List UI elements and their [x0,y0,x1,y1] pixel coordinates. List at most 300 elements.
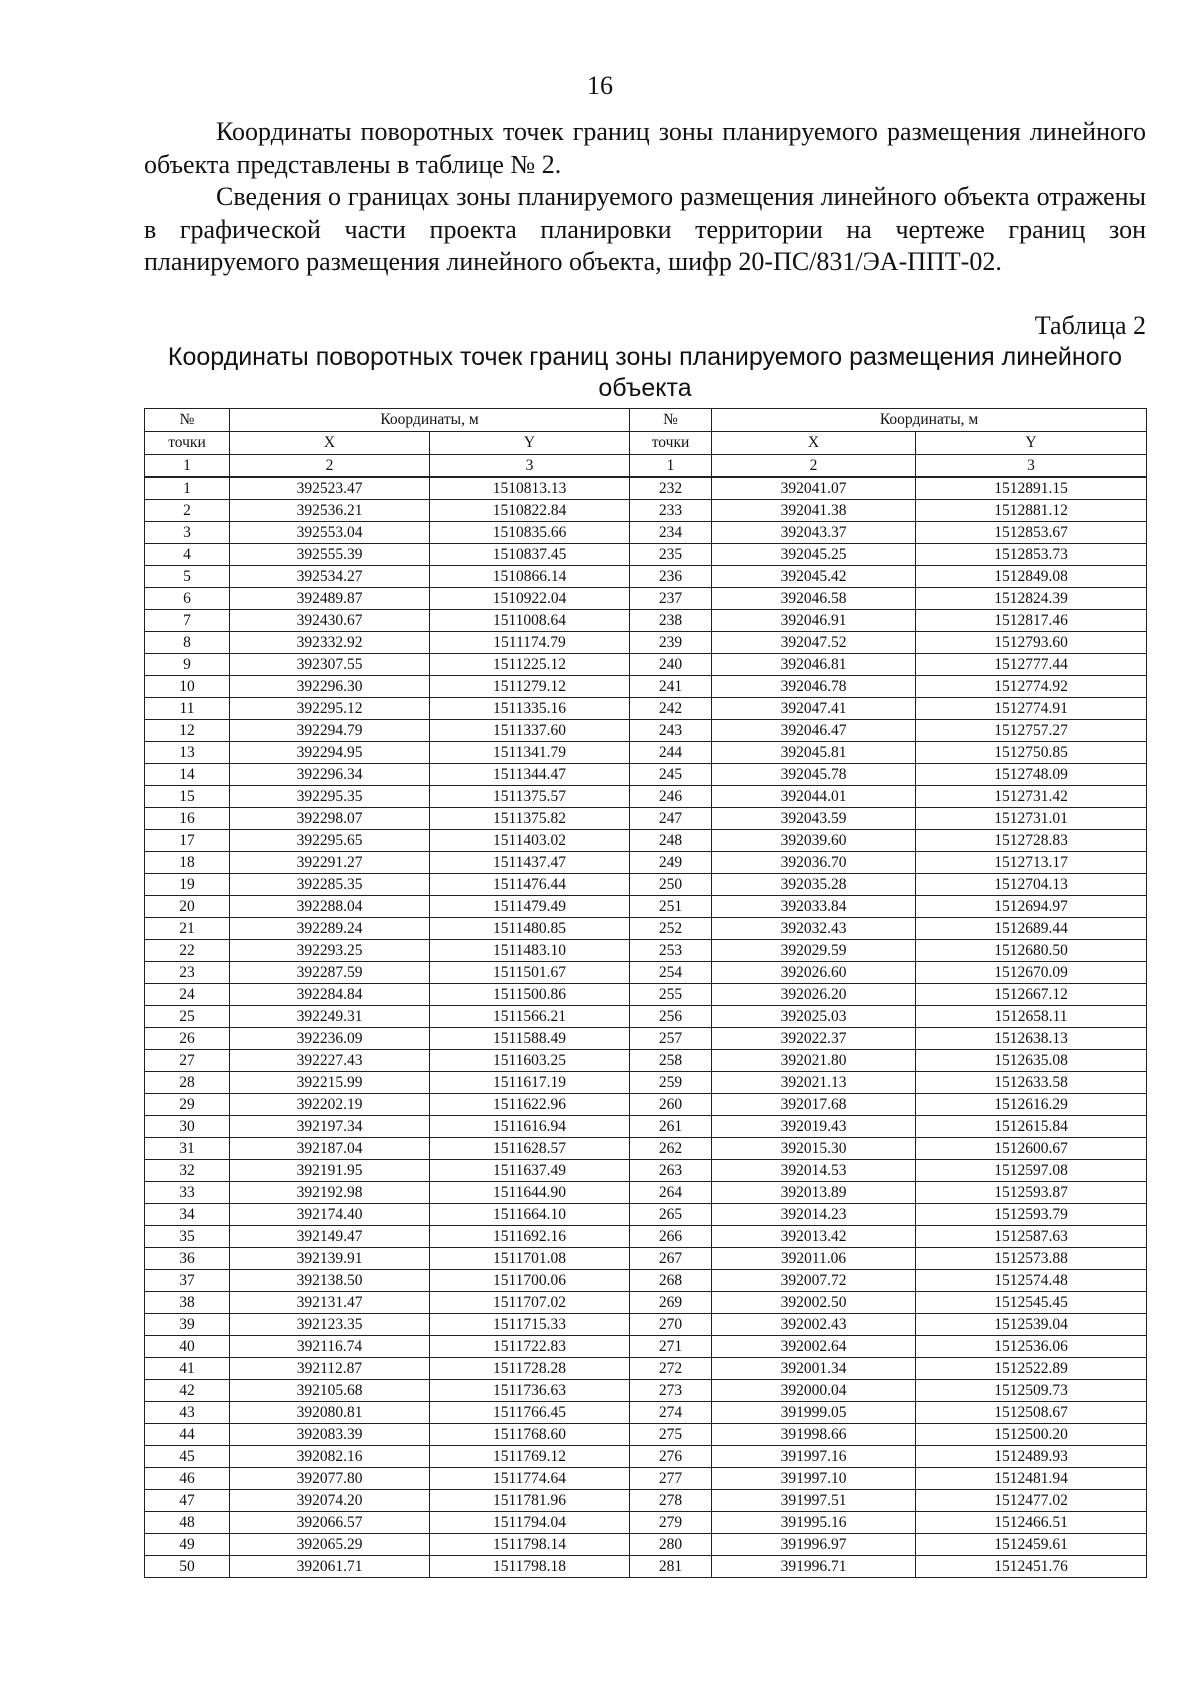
cell-y-left: 1511500.86 [430,984,630,1006]
cell-x-right: 391997.10 [712,1468,916,1490]
paragraph-1-text: Координаты поворотных точек границ зоны планируемого размещения линейного объекта представлены в таблице № 2. [144,117,1146,179]
table-row [145,500,1147,522]
cell-y-left: 1511781.96 [430,1490,630,1512]
cell-y-right: 1512774.92 [916,676,1147,698]
cell-y-left: 1511480.85 [430,918,630,940]
cell-point-number-right: 280 [630,1534,712,1556]
cell-y-right: 1512536.06 [916,1336,1147,1358]
column-number: 1 [630,455,712,478]
cell-y-right: 1512680.50 [916,940,1147,962]
cell-x-right: 392032.43 [712,918,916,940]
cell-x-left: 392131.47 [230,1292,430,1314]
cell-x-left: 392287.59 [230,962,430,984]
cell-y-left: 1511617.19 [430,1072,630,1094]
cell-point-number-left: 2 [145,500,230,522]
cell-y-left: 1511628.57 [430,1138,630,1160]
table-row [145,1116,1147,1138]
cell-point-number-right: 242 [630,698,712,720]
table-row [145,1072,1147,1094]
cell-y-left: 1511616.94 [430,1116,630,1138]
table-row [145,698,1147,720]
cell-y-left: 1511174.79 [430,632,630,654]
cell-x-right: 392047.52 [712,632,916,654]
cell-y-left: 1511701.08 [430,1248,630,1270]
table-row [145,1468,1147,1490]
cell-y-right: 1512891.15 [916,477,1147,500]
table-row [145,1226,1147,1248]
cell-point-number-right: 253 [630,940,712,962]
cell-x-left: 392523.47 [230,477,430,500]
cell-x-left: 392534.27 [230,566,430,588]
cell-x-right: 392013.89 [712,1182,916,1204]
cell-y-right: 1512587.63 [916,1226,1147,1248]
cell-x-right: 392043.37 [712,522,916,544]
cell-point-number-right: 257 [630,1028,712,1050]
cell-y-left: 1511008.64 [430,610,630,632]
cell-y-left: 1511279.12 [430,676,630,698]
cell-point-number-right: 274 [630,1402,712,1424]
cell-y-left: 1511692.16 [430,1226,630,1248]
table-row [145,1204,1147,1226]
table-header-row-2 [145,432,1147,455]
table-row [145,1160,1147,1182]
cell-y-right: 1512777.44 [916,654,1147,676]
cell-point-number-right: 247 [630,808,712,830]
cell-point-number-right: 261 [630,1116,712,1138]
table-row [145,808,1147,830]
cell-x-right: 392013.42 [712,1226,916,1248]
cell-point-number-right: 248 [630,830,712,852]
cell-y-right: 1512817.46 [916,610,1147,632]
cell-y-left: 1511335.16 [430,698,630,720]
cell-y-left: 1511768.60 [430,1424,630,1446]
header-y-left: Y [430,432,630,455]
cell-point-number-right: 259 [630,1072,712,1094]
cell-x-left: 392082.16 [230,1446,430,1468]
header-x-left: X [230,432,430,455]
cell-y-right: 1512731.01 [916,808,1147,830]
cell-x-left: 392123.35 [230,1314,430,1336]
table-row [145,1094,1147,1116]
table-row [145,962,1147,984]
table-row [145,896,1147,918]
cell-y-left: 1511700.06 [430,1270,630,1292]
cell-x-right: 392046.58 [712,588,916,610]
header-coordinates-right: Координаты, м [712,409,1147,432]
cell-y-left: 1511722.83 [430,1336,630,1358]
cell-x-left: 392077.80 [230,1468,430,1490]
cell-x-right: 392002.50 [712,1292,916,1314]
cell-point-number-left: 30 [145,1116,230,1138]
cell-point-number-right: 267 [630,1248,712,1270]
cell-x-right: 391996.97 [712,1534,916,1556]
table-row [145,742,1147,764]
cell-y-right: 1512689.44 [916,918,1147,940]
table-row [145,1006,1147,1028]
cell-x-right: 392015.30 [712,1138,916,1160]
cell-y-right: 1512616.29 [916,1094,1147,1116]
cell-y-right: 1512774.91 [916,698,1147,720]
table-row [145,830,1147,852]
cell-point-number-right: 251 [630,896,712,918]
cell-point-number-right: 234 [630,522,712,544]
table-row [145,1512,1147,1534]
cell-x-left: 392296.34 [230,764,430,786]
table-row [145,588,1147,610]
cell-x-left: 392197.34 [230,1116,430,1138]
table-row [145,1490,1147,1512]
cell-x-right: 392001.34 [712,1358,916,1380]
header-point-number-bottom: точки [145,432,230,455]
cell-y-left: 1511483.10 [430,940,630,962]
cell-point-number-right: 240 [630,654,712,676]
cell-point-number-left: 33 [145,1182,230,1204]
cell-y-left: 1511225.12 [430,654,630,676]
cell-point-number-right: 263 [630,1160,712,1182]
table-row [145,1556,1147,1578]
cell-x-left: 392555.39 [230,544,430,566]
table-header-row-1 [145,409,1147,432]
cell-y-left: 1511344.47 [430,764,630,786]
cell-y-left: 1511403.02 [430,830,630,852]
cell-x-left: 392112.87 [230,1358,430,1380]
cell-x-right: 392025.03 [712,1006,916,1028]
table-row [145,1050,1147,1072]
cell-x-left: 392192.98 [230,1182,430,1204]
cell-y-right: 1512757.27 [916,720,1147,742]
cell-x-left: 392298.07 [230,808,430,830]
cell-y-right: 1512489.93 [916,1446,1147,1468]
cell-point-number-left: 10 [145,676,230,698]
cell-y-left: 1510813.13 [430,477,630,500]
cell-point-number-right: 233 [630,500,712,522]
cell-point-number-left: 43 [145,1402,230,1424]
cell-point-number-right: 279 [630,1512,712,1534]
cell-y-left: 1511766.45 [430,1402,630,1424]
cell-x-right: 392044.01 [712,786,916,808]
cell-point-number-left: 50 [145,1556,230,1578]
cell-point-number-left: 32 [145,1160,230,1182]
cell-point-number-left: 46 [145,1468,230,1490]
cell-x-right: 392046.81 [712,654,916,676]
cell-x-left: 392187.04 [230,1138,430,1160]
table-row [145,786,1147,808]
cell-point-number-left: 1 [145,477,230,500]
cell-point-number-right: 245 [630,764,712,786]
table-label: Таблица 2 [1034,311,1146,340]
cell-x-right: 392021.80 [712,1050,916,1072]
cell-point-number-right: 277 [630,1468,712,1490]
table-row [145,1138,1147,1160]
table-row [145,1424,1147,1446]
table-row [145,544,1147,566]
table-row [145,1402,1147,1424]
cell-point-number-left: 47 [145,1490,230,1512]
cell-point-number-left: 12 [145,720,230,742]
column-number: 3 [430,455,630,478]
table-row [145,1292,1147,1314]
cell-x-right: 391998.66 [712,1424,916,1446]
cell-point-number-left: 4 [145,544,230,566]
cell-x-right: 392000.04 [712,1380,916,1402]
table-row [145,940,1147,962]
header-point-number-top-right: № [630,409,712,432]
cell-x-left: 392249.31 [230,1006,430,1028]
cell-x-right: 392041.38 [712,500,916,522]
cell-x-left: 392295.35 [230,786,430,808]
cell-x-right: 392014.23 [712,1204,916,1226]
cell-x-right: 392035.28 [712,874,916,896]
cell-x-left: 392139.91 [230,1248,430,1270]
cell-y-right: 1512853.73 [916,544,1147,566]
cell-point-number-left: 48 [145,1512,230,1534]
cell-point-number-right: 239 [630,632,712,654]
cell-y-left: 1510835.66 [430,522,630,544]
cell-point-number-right: 275 [630,1424,712,1446]
cell-y-right: 1512670.09 [916,962,1147,984]
cell-point-number-left: 14 [145,764,230,786]
cell-y-left: 1511375.82 [430,808,630,830]
cell-point-number-left: 36 [145,1248,230,1270]
table-row [145,1358,1147,1380]
cell-x-right: 391995.16 [712,1512,916,1534]
cell-x-right: 392046.78 [712,676,916,698]
cell-point-number-left: 6 [145,588,230,610]
cell-y-left: 1511798.18 [430,1556,630,1578]
cell-y-left: 1511644.90 [430,1182,630,1204]
cell-x-left: 392236.09 [230,1028,430,1050]
cell-y-left: 1510837.45 [430,544,630,566]
column-number-row [145,455,1147,478]
cell-y-right: 1512600.67 [916,1138,1147,1160]
cell-x-left: 392074.20 [230,1490,430,1512]
header-point-number-bottom-right: точки [630,432,712,455]
cell-point-number-left: 25 [145,1006,230,1028]
cell-y-right: 1512704.13 [916,874,1147,896]
cell-y-left: 1511479.49 [430,896,630,918]
cell-x-left: 392307.55 [230,654,430,676]
cell-y-right: 1512477.02 [916,1490,1147,1512]
cell-point-number-right: 266 [630,1226,712,1248]
cell-x-left: 392066.57 [230,1512,430,1534]
cell-x-right: 392039.60 [712,830,916,852]
cell-point-number-left: 17 [145,830,230,852]
header-x-right: X [712,432,916,455]
table-row [145,1028,1147,1050]
cell-y-right: 1512573.88 [916,1248,1147,1270]
cell-x-left: 392293.25 [230,940,430,962]
paragraph-2-text: Сведения о границах зоны планируемого размещения линейного объекта отражены в графической части проекта планировки территории на чертеже границ зон планируемого размещения линейного объекта, шифр 20-ПС/831/ЭА-ППТ-02. [144,182,1146,276]
cell-y-right: 1512713.17 [916,852,1147,874]
cell-x-right: 392029.59 [712,940,916,962]
table-row [145,632,1147,654]
cell-point-number-right: 270 [630,1314,712,1336]
cell-x-right: 392043.59 [712,808,916,830]
cell-y-right: 1512694.97 [916,896,1147,918]
cell-point-number-right: 255 [630,984,712,1006]
cell-point-number-left: 45 [145,1446,230,1468]
cell-y-left: 1511588.49 [430,1028,630,1050]
cell-x-right: 391999.05 [712,1402,916,1424]
header-y-right: Y [916,432,1147,455]
cell-x-left: 392215.99 [230,1072,430,1094]
cell-x-right: 391997.51 [712,1490,916,1512]
cell-y-left: 1511728.28 [430,1358,630,1380]
table-row [145,610,1147,632]
cell-y-right: 1512509.73 [916,1380,1147,1402]
column-number: 1 [145,455,230,478]
cell-point-number-left: 9 [145,654,230,676]
cell-x-left: 392083.39 [230,1424,430,1446]
cell-point-number-left: 13 [145,742,230,764]
table-row [145,1270,1147,1292]
cell-y-right: 1512466.51 [916,1512,1147,1534]
cell-point-number-left: 27 [145,1050,230,1072]
cell-y-left: 1511794.04 [430,1512,630,1534]
cell-x-left: 392332.92 [230,632,430,654]
cell-x-right: 392045.78 [712,764,916,786]
cell-x-left: 392065.29 [230,1534,430,1556]
cell-x-left: 392149.47 [230,1226,430,1248]
cell-y-left: 1511774.64 [430,1468,630,1490]
cell-point-number-right: 268 [630,1270,712,1292]
cell-point-number-left: 49 [145,1534,230,1556]
cell-x-left: 392296.30 [230,676,430,698]
cell-x-left: 392080.81 [230,1402,430,1424]
cell-x-right: 392026.20 [712,984,916,1006]
cell-x-left: 392105.68 [230,1380,430,1402]
cell-y-left: 1511476.44 [430,874,630,896]
cell-point-number-left: 41 [145,1358,230,1380]
table-row [145,522,1147,544]
table-row [145,852,1147,874]
cell-point-number-right: 273 [630,1380,712,1402]
cell-x-right: 392002.43 [712,1314,916,1336]
table-row [145,1182,1147,1204]
table-body [145,477,1147,1578]
cell-point-number-left: 7 [145,610,230,632]
cell-x-left: 392295.65 [230,830,430,852]
table-row [145,720,1147,742]
cell-x-right: 392002.64 [712,1336,916,1358]
paragraph-2 [144,181,1146,279]
cell-x-right: 392046.47 [712,720,916,742]
cell-y-right: 1512593.79 [916,1204,1147,1226]
cell-point-number-left: 35 [145,1226,230,1248]
cell-x-right: 392021.13 [712,1072,916,1094]
cell-point-number-right: 264 [630,1182,712,1204]
cell-point-number-right: 238 [630,610,712,632]
cell-x-left: 392295.12 [230,698,430,720]
cell-x-right: 392007.72 [712,1270,916,1292]
cell-point-number-left: 3 [145,522,230,544]
cell-y-left: 1511707.02 [430,1292,630,1314]
cell-point-number-left: 16 [145,808,230,830]
cell-x-left: 392289.24 [230,918,430,940]
table-row [145,918,1147,940]
cell-y-left: 1511664.10 [430,1204,630,1226]
cell-point-number-left: 8 [145,632,230,654]
cell-x-right: 392011.06 [712,1248,916,1270]
table-row [145,654,1147,676]
cell-y-right: 1512481.94 [916,1468,1147,1490]
cell-y-right: 1512459.61 [916,1534,1147,1556]
cell-point-number-right: 235 [630,544,712,566]
cell-y-right: 1512539.04 [916,1314,1147,1336]
cell-point-number-left: 23 [145,962,230,984]
cell-x-right: 392017.68 [712,1094,916,1116]
table-title: Координаты поворотных точек границ зоны планируемого размещения линейного объекта [167,343,1123,402]
cell-y-right: 1512635.08 [916,1050,1147,1072]
cell-point-number-right: 272 [630,1358,712,1380]
header-point-number-top: № [145,409,230,432]
cell-x-left: 392536.21 [230,500,430,522]
table-row [145,1336,1147,1358]
cell-x-left: 392138.50 [230,1270,430,1292]
coordinates-table [144,408,1147,1578]
cell-point-number-left: 39 [145,1314,230,1336]
cell-y-right: 1512853.67 [916,522,1147,544]
table-row [145,984,1147,1006]
cell-y-left: 1511501.67 [430,962,630,984]
column-number: 2 [230,455,430,478]
cell-x-right: 392041.07 [712,477,916,500]
cell-x-left: 392116.74 [230,1336,430,1358]
cell-point-number-right: 244 [630,742,712,764]
cell-x-left: 392291.27 [230,852,430,874]
cell-y-left: 1510922.04 [430,588,630,610]
cell-point-number-left: 5 [145,566,230,588]
cell-y-right: 1512881.12 [916,500,1147,522]
cell-point-number-right: 237 [630,588,712,610]
cell-point-number-right: 281 [630,1556,712,1578]
cell-x-right: 392045.42 [712,566,916,588]
cell-x-right: 392019.43 [712,1116,916,1138]
cell-point-number-left: 11 [145,698,230,720]
cell-point-number-left: 40 [145,1336,230,1358]
cell-y-right: 1512500.20 [916,1424,1147,1446]
cell-y-right: 1512574.48 [916,1270,1147,1292]
cell-y-right: 1512667.12 [916,984,1147,1006]
cell-y-left: 1511715.33 [430,1314,630,1336]
cell-y-right: 1512597.08 [916,1160,1147,1182]
cell-point-number-right: 276 [630,1446,712,1468]
cell-y-left: 1511337.60 [430,720,630,742]
cell-point-number-left: 29 [145,1094,230,1116]
table-row [145,1314,1147,1336]
cell-x-right: 392022.37 [712,1028,916,1050]
table-row [145,874,1147,896]
cell-y-left: 1511622.96 [430,1094,630,1116]
column-number: 3 [916,455,1147,478]
cell-y-right: 1512451.76 [916,1556,1147,1578]
cell-x-right: 392014.53 [712,1160,916,1182]
cell-x-left: 392430.67 [230,610,430,632]
cell-point-number-right: 271 [630,1336,712,1358]
header-coordinates-left: Координаты, м [230,409,630,432]
cell-x-left: 392285.35 [230,874,430,896]
cell-y-right: 1512508.67 [916,1402,1147,1424]
cell-y-left: 1511566.21 [430,1006,630,1028]
cell-point-number-right: 246 [630,786,712,808]
cell-y-right: 1512545.45 [916,1292,1147,1314]
cell-y-right: 1512615.84 [916,1116,1147,1138]
cell-y-left: 1511798.14 [430,1534,630,1556]
cell-x-left: 392288.04 [230,896,430,918]
cell-x-left: 392553.04 [230,522,430,544]
cell-y-left: 1510822.84 [430,500,630,522]
cell-point-number-left: 37 [145,1270,230,1292]
